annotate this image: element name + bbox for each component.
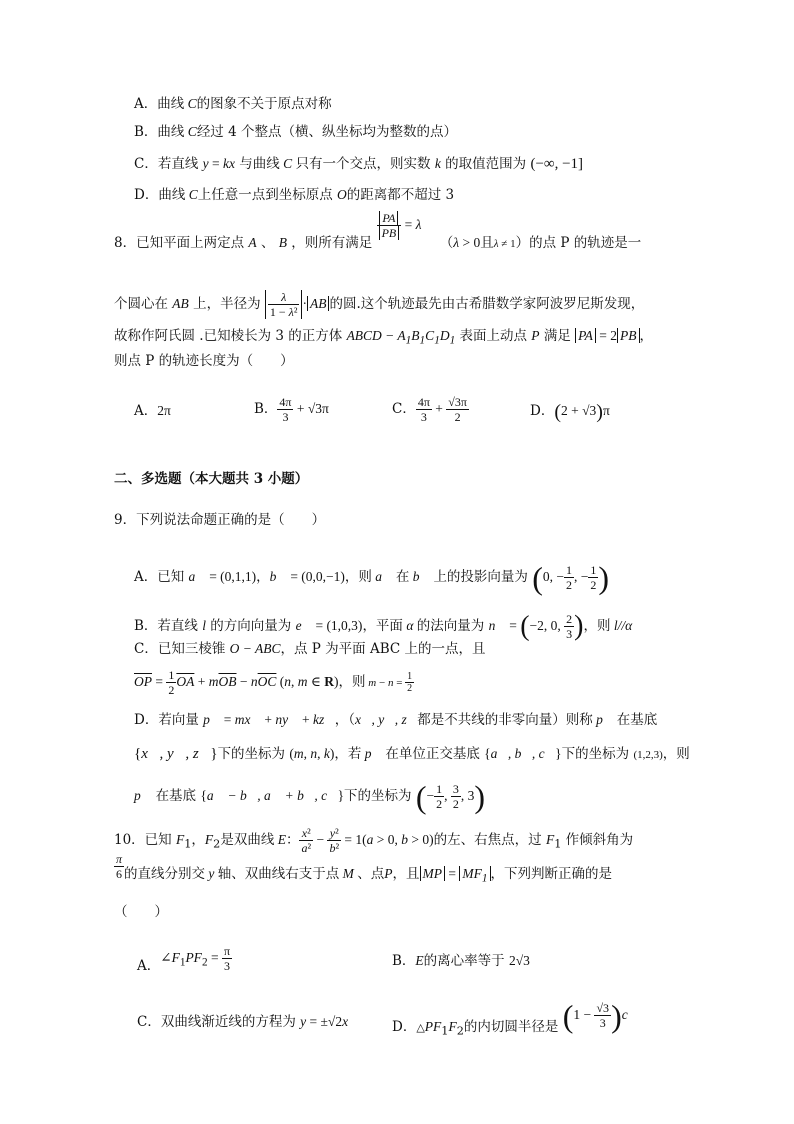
- q8-line2: 个圆心在 AB 上，半径为 $\frac{\lambda}{\text{1 − λ²}}$ · AB 的圆.这个轨迹最先由古希腊数学家阿波罗尼斯发现，: [114, 290, 645, 319]
- q9-option-b: B．若直线 l 的方向向量为 e⃗ = (1,0,3)，平面 α 的法向量为 n⃗ = (−2, 0, $\frac{2}{3}$ )，则 l//α: [134, 610, 633, 642]
- q8-option-c: C． $\frac{4\pi}{3}$ + $\frac{√3\pi}{2}$: [392, 395, 467, 424]
- q8-option-a: A．2π: [134, 403, 171, 419]
- section-title: 二、多选题（本大题共 3 小题）: [114, 471, 309, 487]
- q10-option-b: B．E的离心率等于 2√3: [392, 953, 530, 969]
- q10-stem-line1: 10．已知 $F_1$，$F_2$是双曲线 E： $\frac{\text{x²}}{\text{a²}}$ − $\frac{\text{y²}}{\text{b²}}$ = 1(a > 0, b > 0)的左、右焦点，过 $F_1$ 作倾斜角为: [114, 826, 634, 855]
- q8-option-d: D．(2 + √3)π: [530, 400, 610, 423]
- q9-option-a: A．已知 a⃗ = (0,1,1)，b⃗ = (0,0,−1)，则 a⃗ 在 b⃗ 上的投影向量为 (0, − $\frac{1}{2}$ , − $\frac{1}{2}$ ): [134, 559, 610, 596]
- q9-option-d-line2: {x⃗, y⃗, z⃗}下的坐标为 (m, n, k)，若 p⃗ 在单位正交基底 {a⃗, b⃗, c⃗}下的坐标为 (1,2,3)，则: [134, 746, 690, 762]
- q7-option-c: C．若直线 y = kx 与曲线 C 只有一个交点，则实数 k 的取值范围为 (−∞, −1]: [134, 156, 584, 172]
- q10-paren: （ ）: [114, 904, 168, 920]
- q10-stem-line2: $\frac{\pi}{6}$ 的直线分别交 y 轴、双曲线右支于点 M 、点P，且 MP = $MF_1$ ，下列判断正确的是: [116, 852, 613, 885]
- q10-option-c: C．双曲线渐近线的方程为 y = ±√2x: [137, 1014, 349, 1030]
- q7-option-b: B．曲线 C经过 4 个整点（横、纵坐标均为整数的点）: [134, 124, 457, 140]
- q8-line4: 则点 P 的轨迹长度为（ ）: [114, 353, 294, 369]
- q8-line3: 故称作阿氏圆 .已知棱长为 3 的正方体 ABCD − $A_1B_1C_1D_1$ 表面上动点 P 满足 PA = 2 PB ，: [114, 328, 654, 347]
- q7-option-d: D．曲线 C上任意一点到坐标原点 O的距离都不超过 3: [134, 187, 455, 203]
- q9-option-c-formula: $\overline{OP}$ = $\frac{1}{2}$ $\overline{OA} + m\overline{OB} - n\overline{OC}$ (n, m ∈ R)，则 m − n = $\frac{1}{2}$: [134, 668, 413, 697]
- q8-line1: 8．已知平面上两定点 A 、 B ，则所有满足 $\frac{PA}{PB}$ = λ （λ > 0且λ ≠ 1）的点 P 的轨迹是一: [114, 211, 642, 251]
- q10-option-a: A．$\angle F_1PF_2$ = $\frac{\pi}{3}$: [137, 944, 230, 974]
- q9-option-d: D．若向量 p⃗ = mx⃗ + ny⃗ + kz⃗，（x⃗, y⃗, z⃗都是不共线的非零向量）则称 p⃗ 在基底: [134, 712, 658, 728]
- q10-option-d: D．$\triangle PF_1F_2$的内切圆半径是 (1 − $\frac{√3}{3}$ )c: [392, 997, 628, 1038]
- q9-stem: 9．下列说法命题正确的是（ ）: [114, 512, 326, 528]
- q8-option-b: B． $\frac{4\pi}{3}$ + √3π: [254, 395, 329, 424]
- q9-option-c: C．已知三棱锥 O − ABC，点 P 为平面 ABC 上的一点，且: [134, 641, 486, 657]
- q9-option-d-line3: p⃗ 在基底 {a⃗ − b⃗, a⃗ + b⃗, c⃗}下的坐标为 (− $\frac{1}{2}$ , $\frac{3}{2}$ , 3): [134, 778, 486, 815]
- q7-option-a: A．曲线 C的图象不关于原点对称: [134, 96, 332, 112]
